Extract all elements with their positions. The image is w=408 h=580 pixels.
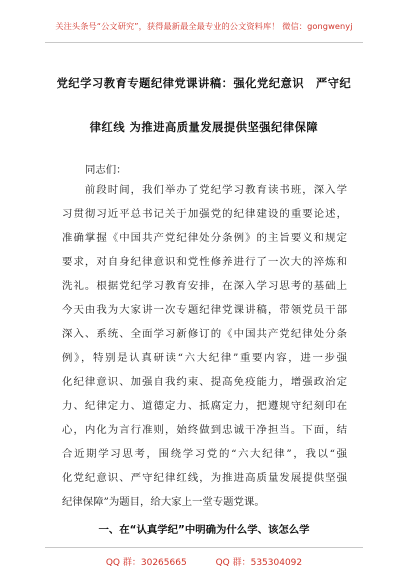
paragraph-line: 要求，对自身纪律意识和党性修养进行了一次大的淬炼和 [62,256,347,268]
header-divider [45,42,363,43]
paragraph-line: 洗礼。根据党纪学习教育安排，在深入学习思考的基础上 [62,280,347,292]
footer-qq-group-2: QQ 群：535304092 [215,558,303,568]
paragraph-line: 纪律保障”为题目，给大家上一堂专题党课。 [62,496,265,508]
salutation: 同志们： [85,164,127,176]
paragraph-line: 前段时间，我们举办了党纪学习教育读书班，深入学 [62,184,347,196]
section-heading: 一、在“认真学纪”中明确为什么学、该怎么学 [98,524,310,536]
document-title-line-2: 律红线 为推进高质量发展提供坚强纪律保障 [89,121,319,134]
paragraph-line: 例》，特别是认真研读“六大纪律”重要内容，进一步强 [62,352,347,364]
document-title-line-1: 党纪学习教育专题纪律党课讲稿：强化党纪意识 严守纪 [56,77,352,90]
footer-qq-group-1: QQ 群：30265665 [105,558,187,568]
footer [0,555,408,568]
paragraph-line: 准确掌握《中国共产党纪律处分条例》的主旨要义和规定 [62,232,347,244]
paragraph-line: 合近期学习思考，围绕学习党的“六大纪律”，我以“强 [62,448,347,460]
footer-divider [45,547,363,548]
paragraph-line: 今天由我为大家讲一次专题纪律党课讲稿，带领党员干部 [62,304,347,316]
paragraph-line: 心，内化为言行准则，始终做到忠诚干净担当。下面，结 [62,424,347,436]
paragraph-line: 深入、系统、全面学习新修订的《中国共产党纪律处分条 [62,328,347,340]
paragraph-line: 力、纪律定力、道德定力、抵腐定力，把遵规守纪刻印在 [62,400,347,412]
paragraph-line: 习贯彻习近平总书记关于加强党的纪律建设的重要论述， [62,208,347,220]
paragraph-line: 化纪律意识、加强自我约束、提高免疫能力，增强政治定 [62,376,347,388]
header-promo-note: 关注头条号“公文研究”，获得最新最全最专业的公文资料库！ 微信：gongwenyj [55,21,353,31]
paragraph-line: 化党纪意识、严守纪律红线，为推进高质量发展提供坚强 [62,472,347,484]
